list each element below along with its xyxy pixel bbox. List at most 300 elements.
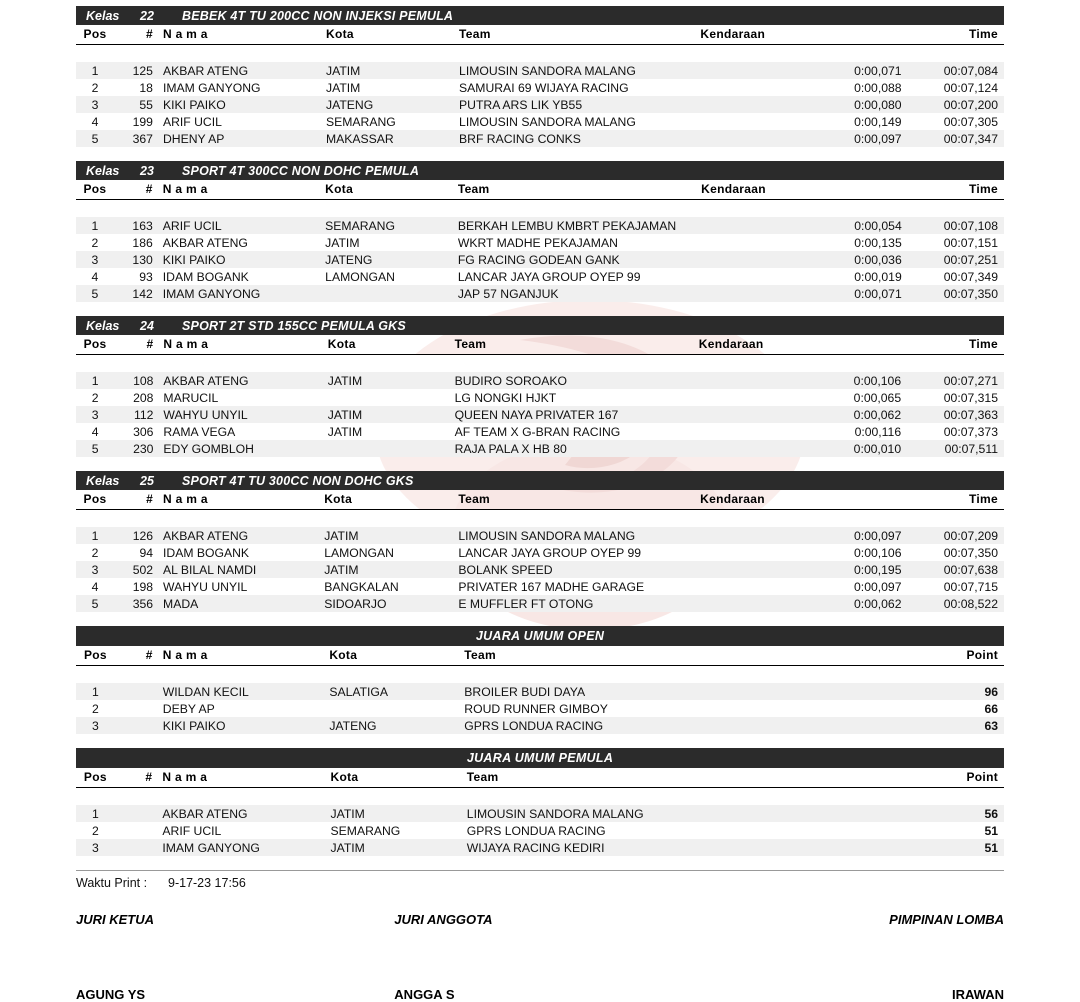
cell-time: 00:07,124 [912,79,1004,96]
cell-point: 51 [914,822,1004,839]
cell-nama: WAHYU UNYIL [163,578,324,595]
cell-team: LG NONGKI HJKT [455,389,699,406]
signature-role-left: JURI KETUA [76,912,155,927]
cell-gap-time: 0:00,071 [817,285,912,302]
cell-kendaraan [715,717,824,734]
cell-time: 00:07,251 [912,251,1004,268]
print-value: 9-17-23 17:56 [168,876,246,890]
signature-names [76,987,1004,1002]
header-pos: Pos [76,180,114,200]
cell-pos: 2 [76,822,115,839]
cell-gap-time: 0:00,097 [816,578,911,595]
table-spacer-row [76,510,1004,528]
table-spacer-row [76,200,1004,218]
cell-kota: LAMONGAN [324,544,458,561]
cell-nama: AKBAR ATENG [162,805,330,822]
cell-time: 00:08,522 [911,595,1004,612]
cell-kendaraan [700,96,816,113]
point-header-row [76,646,1004,666]
cell-number: 130 [114,251,163,268]
cell-team: PUTRA ARS LIK YB55 [459,96,700,113]
header-pos: Pos [76,490,114,510]
table-row [76,96,1004,113]
table-spacer-row [76,45,1004,63]
kelas-label: Kelas [86,473,120,488]
cell-gap [825,839,914,856]
cell-kota [328,440,455,457]
cell-gap-time: 0:00,088 [817,79,912,96]
results-table [76,180,1004,302]
cell-number [115,822,163,839]
header-nama: N a m a [163,180,325,200]
table-spacer-row [76,788,1004,806]
cell-kota: BANGKALAN [324,578,458,595]
header-kota: Kota [329,646,464,666]
header-kota: Kota [331,768,467,788]
cell-time: 00:07,638 [911,561,1004,578]
cell-pos: 2 [76,544,114,561]
results-table-head [76,180,1004,200]
print-label: Waktu Print : [76,876,148,890]
header-time: Time [912,180,1004,200]
header-gap [825,768,914,788]
header-time: Time [912,25,1004,45]
cell-nama: WILDAN KECIL [163,683,330,700]
cell-team: BRF RACING CONKS [459,130,700,147]
cell-nama: AL BILAL NAMDI [163,561,324,578]
cell-number: 18 [114,79,163,96]
cell-time: 00:07,363 [911,406,1004,423]
cell-pos: 4 [76,578,114,595]
cell-number: 142 [114,285,163,302]
kelas-number: 23 [140,163,154,178]
point-table-head [76,768,1004,788]
table-row [76,62,1004,79]
signature-role-middle: JURI ANGGOTA [394,912,493,927]
print-time-line [76,870,1004,890]
cell-time: 00:07,305 [912,113,1004,130]
table-spacer-row [76,666,1004,684]
cell-number [115,805,163,822]
spacer-cell [76,355,1004,373]
cell-time: 00:07,108 [912,217,1004,234]
cell-team: SAMURAI 69 WIJAYA RACING [459,79,700,96]
cell-nama: ARIF UCIL [162,822,330,839]
cell-nama: WAHYU UNYIL [163,406,327,423]
header-number: # [114,180,163,200]
cell-kota: JATIM [331,805,467,822]
header-point: Point [914,768,1004,788]
cell-pos: 2 [76,79,114,96]
cell-pos: 3 [76,251,114,268]
cell-point: 96 [913,683,1004,700]
cell-time: 00:07,350 [912,285,1004,302]
table-row [76,406,1004,423]
cell-team: FG RACING GODEAN GANK [458,251,701,268]
cell-kendaraan [699,440,816,457]
results-table-body [76,200,1004,303]
header-number: # [114,490,163,510]
cell-time: 00:07,151 [912,234,1004,251]
cell-pos: 1 [76,372,114,389]
cell-number: 108 [114,372,163,389]
cell-gap-time: 0:00,062 [816,406,911,423]
cell-team: BROILER BUDI DAYA [464,683,715,700]
table-row [76,217,1004,234]
cell-gap-time: 0:00,010 [816,440,911,457]
cell-number: 208 [114,389,163,406]
signature-role-right: PIMPINAN LOMBA [889,912,1004,927]
cell-team: PRIVATER 167 MADHE GARAGE [458,578,700,595]
signature-name-left: AGUNG YS [76,987,146,1002]
header-gap [816,490,911,510]
cell-time: 00:07,511 [911,440,1004,457]
header-kota: Kota [324,490,458,510]
cell-kendaraan [717,822,825,839]
cell-number: 55 [114,96,163,113]
header-nama: N a m a [163,490,324,510]
cell-team: BUDIRO SOROAKO [455,372,699,389]
results-header-row [76,25,1004,45]
point-table [76,768,1004,856]
cell-gap-time: 0:00,195 [816,561,911,578]
cell-number: 93 [114,268,163,285]
cell-pos: 1 [76,217,114,234]
cell-time: 00:07,200 [912,96,1004,113]
results-header-row [76,180,1004,200]
cell-team: LIMOUSIN SANDORA MALANG [467,805,718,822]
kelas-title: SPORT 4T 300CC NON DOHC PEMULA [182,163,420,178]
cell-number [115,717,163,734]
cell-pos: 4 [76,268,114,285]
cell-gap-time: 0:00,106 [816,544,911,561]
cell-gap [824,683,913,700]
results-table-body [76,510,1004,613]
cell-pos: 5 [76,285,114,302]
cell-time: 00:07,271 [911,372,1004,389]
cell-pos: 2 [76,700,115,717]
cell-nama: MARUCIL [163,389,327,406]
cell-gap [825,822,914,839]
header-nama: N a m a [163,646,330,666]
cell-kendaraan [701,251,817,268]
table-row [76,822,1004,839]
cell-number: 186 [114,234,163,251]
document-content [0,6,1080,1002]
table-row [76,440,1004,457]
cell-kota: JATIM [326,62,459,79]
cell-nama: IDAM BOGANK [163,544,324,561]
table-row [76,839,1004,856]
header-gap [817,180,912,200]
cell-team: QUEEN NAYA PRIVATER 167 [455,406,699,423]
cell-number: 356 [114,595,163,612]
cell-time: 00:07,209 [911,527,1004,544]
cell-team: LANCAR JAYA GROUP OYEP 99 [458,268,701,285]
header-gap [817,25,912,45]
spacer-cell [76,200,1004,218]
cell-kota [329,700,464,717]
cell-kota: JATIM [324,561,458,578]
cell-nama: MADA [163,595,324,612]
cell-nama: AKBAR ATENG [163,372,327,389]
table-row [76,544,1004,561]
cell-nama: IMAM GANYONG [163,79,326,96]
cell-kendaraan [700,79,816,96]
point-section [76,626,1004,734]
header-time: Time [911,335,1004,355]
header-nama: N a m a [162,768,330,788]
signature-roles [76,912,1004,927]
cell-kendaraan [701,234,817,251]
results-table [76,490,1004,612]
table-row [76,285,1004,302]
cell-kendaraan [700,578,816,595]
cell-pos: 5 [76,595,114,612]
point-section [76,748,1004,856]
point-table-head [76,646,1004,666]
header-team: Team [455,335,699,355]
header-pos: Pos [76,768,115,788]
cell-kota: SEMARANG [325,217,458,234]
kelas-number: 24 [140,318,154,333]
cell-number: 199 [114,113,163,130]
table-row [76,130,1004,147]
cell-kota: JATIM [324,527,458,544]
cell-team: BERKAH LEMBU KMBRT PEKAJAMAN [458,217,701,234]
table-row [76,113,1004,130]
header-kendaraan: Kendaraan [699,335,816,355]
results-table [76,335,1004,457]
cell-team: AF TEAM X G-BRAN RACING [455,423,699,440]
cell-team: E MUFFLER FT OTONG [458,595,700,612]
cell-team: WKRT MADHE PEKAJAMAN [458,234,701,251]
table-row [76,527,1004,544]
point-table-body [76,666,1004,735]
cell-pos: 2 [76,389,114,406]
header-gap [824,646,913,666]
cell-kota: SALATIGA [329,683,464,700]
cell-kota: JATIM [328,406,455,423]
cell-kendaraan [700,130,816,147]
cell-team: RAJA PALA X HB 80 [455,440,699,457]
results-header-row [76,490,1004,510]
cell-number [115,839,163,856]
table-row [76,683,1004,700]
point-table [76,646,1004,734]
header-kota: Kota [326,25,459,45]
cell-nama: DHENY AP [163,130,326,147]
header-number: # [115,768,163,788]
header-team: Team [467,768,718,788]
cell-kota: JATIM [325,234,458,251]
cell-number [115,700,163,717]
table-row [76,79,1004,96]
cell-kendaraan [699,389,816,406]
cell-point: 56 [914,805,1004,822]
cell-kota: JATIM [328,423,455,440]
header-pos: Pos [76,25,114,45]
table-row [76,372,1004,389]
cell-kendaraan [700,527,816,544]
cell-kendaraan [700,544,816,561]
cell-gap-time: 0:00,097 [817,130,912,147]
header-point: Point [913,646,1004,666]
class-block [76,316,1004,457]
header-number: # [114,25,163,45]
results-table-body [76,45,1004,148]
spacer-cell [76,666,1004,684]
cell-kendaraan [701,268,817,285]
class-header-bar [76,316,1004,335]
cell-kendaraan [717,839,825,856]
cell-number [115,683,163,700]
cell-pos: 1 [76,805,115,822]
cell-kota: SEMARANG [331,822,467,839]
results-table-head [76,335,1004,355]
cell-time: 00:07,315 [911,389,1004,406]
table-row [76,423,1004,440]
header-kota: Kota [325,180,458,200]
header-kendaraan [717,768,825,788]
point-sections-container [76,626,1004,856]
cell-kendaraan [699,372,816,389]
cell-nama: IMAM GANYONG [162,839,330,856]
cell-team: ROUD RUNNER GIMBOY [464,700,715,717]
header-team: Team [459,25,700,45]
cell-gap-time: 0:00,062 [816,595,911,612]
class-header-bar [76,161,1004,180]
kelas-label: Kelas [86,8,120,23]
results-header-row [76,335,1004,355]
cell-number: 112 [114,406,163,423]
cell-nama: KIKI PAIKO [163,96,326,113]
cell-number: 163 [114,217,163,234]
cell-gap [824,717,913,734]
cell-pos: 4 [76,423,114,440]
cell-team: JAP 57 NGANJUK [458,285,701,302]
cell-time: 00:07,347 [912,130,1004,147]
cell-nama: AKBAR ATENG [163,62,326,79]
cell-pos: 3 [76,406,114,423]
cell-kota [328,389,455,406]
header-kota: Kota [328,335,455,355]
header-kendaraan: Kendaraan [700,490,816,510]
cell-kendaraan [715,683,824,700]
table-row [76,251,1004,268]
cell-pos: 4 [76,113,114,130]
cell-team: LIMOUSIN SANDORA MALANG [459,62,700,79]
cell-nama: KIKI PAIKO [163,717,330,734]
cell-number: 502 [114,561,163,578]
cell-nama: EDY GOMBLOH [163,440,327,457]
cell-gap [825,805,914,822]
cell-time: 00:07,715 [911,578,1004,595]
cell-nama: ARIF UCIL [163,113,326,130]
cell-number: 230 [114,440,163,457]
kelas-label: Kelas [86,163,120,178]
cell-kota: JATIM [331,839,467,856]
class-block [76,471,1004,612]
cell-gap-time: 0:00,071 [817,62,912,79]
cell-gap-time: 0:00,116 [816,423,911,440]
cell-nama: AKBAR ATENG [163,527,324,544]
cell-nama: IDAM BOGANK [163,268,325,285]
table-row [76,561,1004,578]
cell-kendaraan [699,423,816,440]
cell-number: 126 [114,527,163,544]
cell-nama: AKBAR ATENG [163,234,325,251]
results-table [76,25,1004,147]
cell-pos: 3 [76,839,115,856]
cell-kendaraan [715,700,824,717]
header-number: # [115,646,163,666]
header-pos: Pos [76,646,115,666]
cell-kota: SEMARANG [326,113,459,130]
cell-nama: DEBY AP [163,700,330,717]
cell-pos: 3 [76,561,114,578]
results-table-body [76,355,1004,458]
kelas-number: 25 [140,473,154,488]
cell-number: 367 [114,130,163,147]
class-blocks-container [76,6,1004,612]
cell-time: 00:07,373 [911,423,1004,440]
cell-kendaraan [717,805,825,822]
cell-team: GPRS LONDUA RACING [467,822,718,839]
table-row [76,578,1004,595]
point-section-title-bar: JUARA UMUM OPEN [76,626,1004,646]
cell-point: 51 [914,839,1004,856]
signature-name-middle: ANGGA S [394,987,455,1002]
class-header-bar [76,6,1004,25]
cell-kendaraan [701,217,817,234]
signature-name-right: IRAWAN [952,987,1004,1002]
cell-pos: 3 [76,96,114,113]
header-nama: N a m a [163,335,327,355]
cell-pos: 2 [76,234,114,251]
table-row [76,805,1004,822]
kelas-title: SPORT 4T TU 300CC NON DOHC GKS [182,473,414,488]
kelas-label: Kelas [86,318,120,333]
table-row [76,389,1004,406]
cell-team: LANCAR JAYA GROUP OYEP 99 [458,544,700,561]
cell-pos: 5 [76,440,114,457]
point-section-title-bar: JUARA UMUM PEMULA [76,748,1004,768]
cell-kota: LAMONGAN [325,268,458,285]
cell-nama: KIKI PAIKO [163,251,325,268]
cell-number: 198 [114,578,163,595]
cell-kota [325,285,458,302]
cell-team: BOLANK SPEED [458,561,700,578]
cell-team: GPRS LONDUA RACING [464,717,715,734]
cell-number: 125 [114,62,163,79]
class-block [76,6,1004,147]
kelas-number: 22 [140,8,154,23]
cell-team: WIJAYA RACING KEDIRI [467,839,718,856]
cell-gap-time: 0:00,106 [816,372,911,389]
cell-number: 306 [114,423,163,440]
header-kendaraan: Kendaraan [701,180,817,200]
cell-pos: 1 [76,527,114,544]
cell-kendaraan [700,561,816,578]
cell-kota: JATIM [326,79,459,96]
table-row [76,268,1004,285]
cell-time: 00:07,350 [911,544,1004,561]
header-team: Team [458,180,701,200]
header-team: Team [464,646,715,666]
cell-pos: 5 [76,130,114,147]
cell-kendaraan [700,62,816,79]
